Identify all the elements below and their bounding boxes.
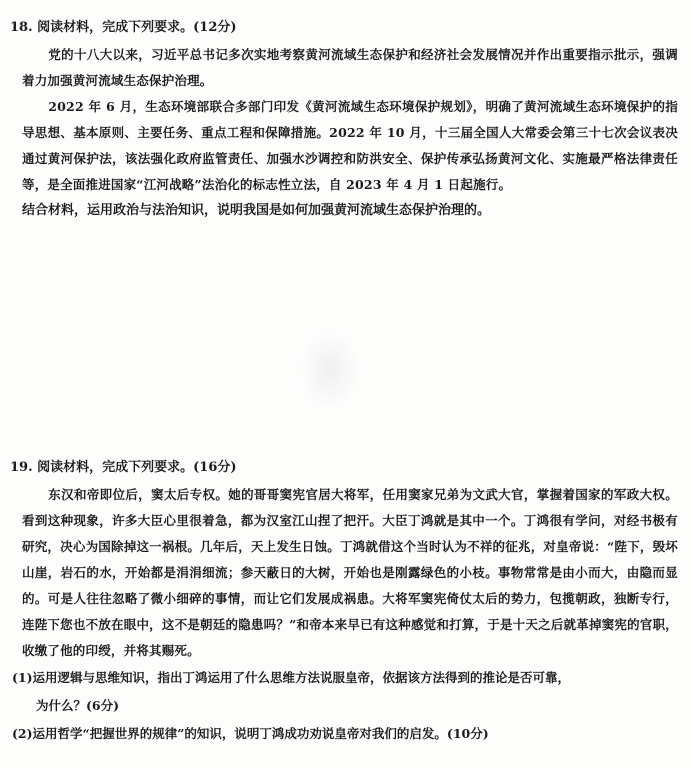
question-18-material-paragraph-2: 2022 年 6 月，生态环境部联合多部门印发《黄河流域生态环境保护规划》，明确了黄河流域生态环境保护的指导思想、基本原则、主要任务、重点工程和保障措施。2022 年 10 月，十三届全国人大常委会第三十七次会议表决通过黄河保护法，该法强化政府监管责任、加强水沙调控和防洪安全、保护传承弘扬黄河文化、实施最严格法律责任等，是全面推进国家“江河战略”法治化的标志性立法，自 2023 年 4 月 1 日起施行。	[22, 99, 678, 192]
scan-smudge	[300, 330, 360, 410]
question-19-material-paragraph: 东汉和帝即位后，窦太后专权。她的哥哥窦宪官居大将军，任用窦家兄弟为文武大官，掌握着国家的军政大权。看到这种现象，许多大臣心里很着急，都为汉室江山捏了把汗。大臣丁鸿就是其中一个。丁鸿很有学问，对经书极有研究，决心为国除掉这一祸根。几年后，天上发生日蚀。丁鸿就借这个当时认为不祥的征兆，对皇帝说：“陛下，毁坏山崖，岩石的水，开始都是涓涓细流；参天蔽日的大树，开始也是刚露绿色的小枝。事物常常是由小而大，由隐而显的。可是人往往忽略了微小细碎的事情，而让它们发展成祸患。大将军窦宪倚仗太后的势力，包揽朝政，独断专行，连陛下您也不放在眼中，这不是朝廷的隐患吗？”和帝本来早已有这种感觉和打算，于是十天之后就革掉窦宪的官职，收缴了他的印绶，并将其赐死。	[22, 487, 678, 658]
question-19-sub-question-1: (1)运用逻辑与思维知识，指出丁鸿运用了什么思维方法说服皇帝，依据该方法得到的推论是否可靠，	[12, 670, 571, 685]
question-19	[10, 458, 678, 748]
question-18-material-paragraph-1: 党的十八大以来，习近平总书记多次实地考察黄河流域生态保护和经济社会发展情况并作出重要指示批示，强调着力加强黄河流域生态保护治理。	[22, 47, 678, 88]
question-18-header: 18. 阅读材料，完成下列要求。(12分)	[10, 20, 237, 35]
question-19-header: 19. 阅读材料，完成下列要求。(16分)	[10, 460, 237, 475]
question-18-task: 结合材料，运用政治与法治知识，说明我国是如何加强黄河流域生态保护治理的。	[22, 203, 491, 218]
question-19-sub-question-1-continued: 为什么？(6分)	[36, 698, 120, 713]
question-19-sub-question-2: (2)运用哲学“把握世界的规律”的知识，说明丁鸿成功劝说皇帝对我们的启发。(10分)	[12, 726, 489, 741]
question-18	[10, 18, 678, 224]
